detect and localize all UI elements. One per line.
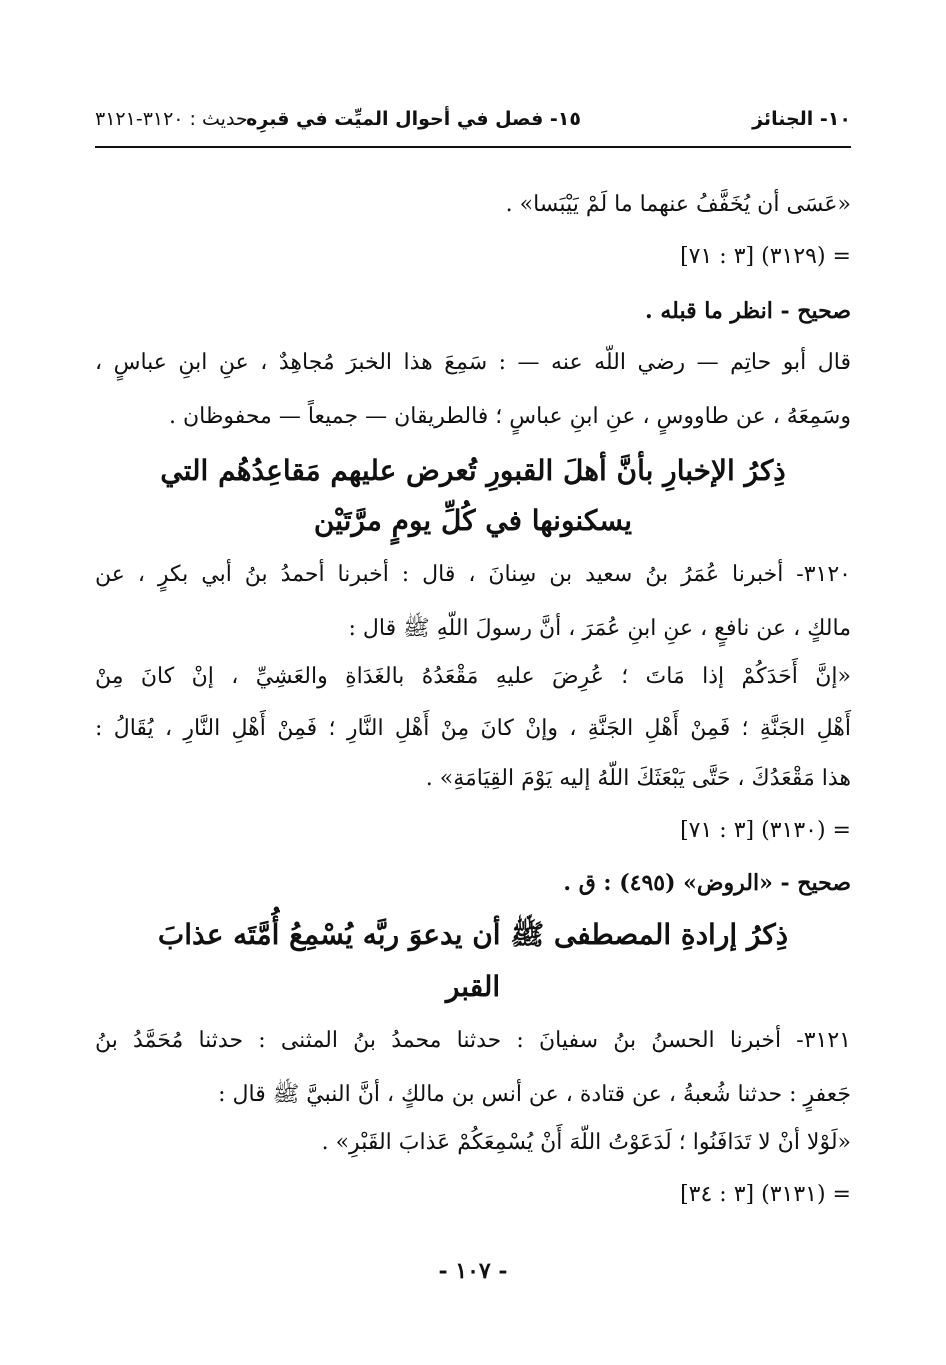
chapter-heading: ذِكرُ الإخبارِ بأنَّ أهلَ القبورِ تُعرض عليهم مَقاعِدُهُم التي [160, 454, 786, 487]
hadith-text-line: «عَسَى أن يُخَفَّفُ عنهما ما لَمْ يَيْبَسا» . [505, 192, 851, 217]
reference-line: = (٣١٣١) [٣ : ٣٤] [680, 1182, 851, 1207]
section-title: ١٥- فصل في أحوال الميِّت في قبرِه [246, 108, 581, 130]
running-header [95, 104, 851, 140]
header-divider [95, 146, 851, 148]
commentary-line: وسَمِعَهُ ، عن طاووسٍ ، عنِ ابنِ عباسٍ ؛ فالطريقان — جميعاً — محفوظان . [169, 404, 851, 429]
grading-line: صحيح - انظر ما قبله . [645, 298, 851, 324]
reference-line: = (٣١٣٠) [٣ : ٧١] [680, 818, 851, 843]
hadith-text-line: «إنَّ أَحَدَكُمْ إذا مَاتَ ؛ عُرِضَ عليهِ مَقْعَدُهُ بالغَدَاةِ والعَشِيِّ ، إنْ كانَ مِنْ [95, 664, 851, 689]
isnad-line: مالكٍ ، عن نافعٍ ، عنِ ابنِ عُمَرَ ، أنَّ رسولَ اللّهِ ﷺ قال : [348, 616, 851, 641]
commentary-line: قال أبو حاتِم — رضي اللّه عنه — : سَمِعَ هذا الخبرَ مُجاهِدٌ ، عنِ ابنِ عباسٍ ، [95, 350, 851, 375]
reference-line: = (٣١٢٩) [٣ : ٧١] [680, 244, 851, 269]
hadith-text-line: «لَوْلا أنْ لا تَدَافَنُوا ؛ لَدَعَوْتُ اللّهَ أَنْ يُسْمِعَكُمْ عَذابَ القَبْرِ» . [321, 1130, 851, 1155]
chapter-heading: ذِكرُ إرادةِ المصطفى ﷺ أن يدعوَ ربَّه يُسْمِعُ أُمَّتَه عذابَ [157, 918, 789, 951]
isnad-line: جَعفرٍ : حدثنا شُعبةُ ، عن قتادة ، عن أنس بن مالكٍ ، أنَّ النبيَّ ﷺ قال : [218, 1082, 851, 1107]
grading-line: صحيح - «الروض» (٤٩٥) : ق . [563, 870, 851, 896]
isnad-line: ٣١٢١- أخبرنا الحسنُ بنُ سفيانَ : حدثنا محمدُ بنُ المثنى : حدثنا مُحَمَّدُ بنُ [95, 1028, 851, 1053]
chapter-title: ١٠- الجنائز [752, 108, 851, 130]
hadith-text-line: أَهْلِ الجَنَّةِ ؛ فَمِنْ أَهْلِ الجَنَّةِ ، وإنْ كانَ مِنْ أَهْلِ النَّارِ ؛ فَمِنْ أَهْلِ النَّارِ ، يُقَالُ : [95, 716, 851, 741]
isnad-line: ٣١٢٠- أخبرنا عُمَرُ بنُ سعيد بن سِنانَ ، قال : أخبرنا أحمدُ بنُ أبي بكرٍ ، عن [95, 562, 851, 587]
hadith-range: حديث : ٣١٢٠-٣١٢١ [95, 108, 248, 130]
hadith-text-line: هذا مَقْعَدُكَ ، حَتَّى يَبْعَثَكَ اللّهُ إليه يَوْمَ القِيَامَةِ» . [425, 766, 851, 791]
chapter-heading: يسكنونها في كُلِّ يومٍ مرَّتَيْن [313, 504, 633, 537]
page-number: - ١٠٧ - [438, 1258, 508, 1284]
chapter-heading: القبر [445, 970, 501, 1003]
